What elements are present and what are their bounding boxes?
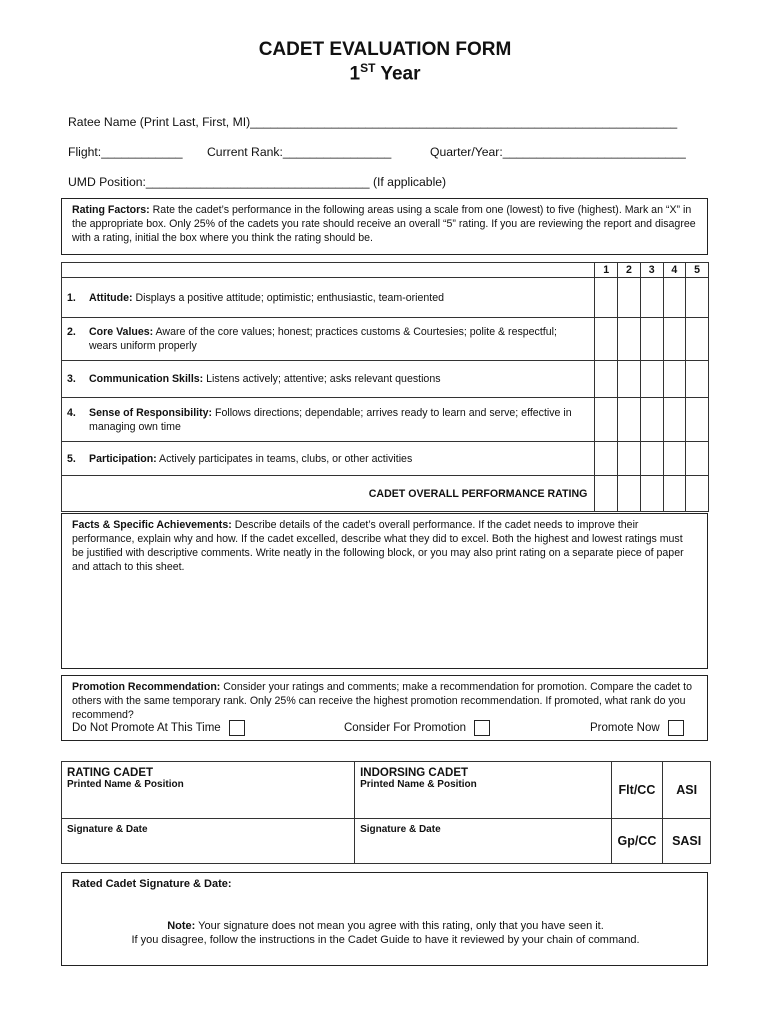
item-number: 3. (67, 373, 76, 385)
option-label: Consider For Promotion (344, 722, 467, 735)
participation-box-3[interactable] (640, 442, 663, 476)
attitude-box-2[interactable] (618, 278, 641, 318)
table-row (62, 361, 709, 398)
scale-5: 5 (686, 263, 709, 278)
participation-box-4[interactable] (663, 442, 686, 476)
rating-table (61, 262, 709, 512)
current-rank-field[interactable]: Current Rank:________________ (207, 145, 392, 159)
rating-cadet-header: RATING CADET (62, 762, 355, 779)
participation-box-1[interactable] (595, 442, 618, 476)
scale-3: 3 (640, 263, 663, 278)
rating-printed-name[interactable]: Printed Name & Position (62, 779, 355, 819)
indorsing-cadet-header: INDORSING CADET (355, 762, 612, 779)
year-word: Year (380, 63, 421, 85)
rating-factors-label: Rating Factors: (72, 204, 150, 216)
year-superscript: ST (360, 61, 376, 75)
attitude-box-3[interactable] (640, 278, 663, 318)
table-row (62, 278, 709, 318)
rating-header-blank (62, 263, 595, 278)
communication-cell (62, 361, 595, 398)
participation-box-5[interactable] (686, 442, 709, 476)
communication-box-3[interactable] (640, 361, 663, 398)
responsibility-box-5[interactable] (686, 398, 709, 442)
participation-box-2[interactable] (618, 442, 641, 476)
option-label: Do Not Promote At This Time (72, 722, 221, 735)
overall-box-5[interactable] (686, 476, 709, 512)
indorsing-printed-name[interactable]: Printed Name & Position (355, 779, 612, 819)
table-row (62, 318, 709, 361)
note-line-2: If you disagree, follow the instructions in the Cadet Guide to have it reviewed by your chain of command. (131, 934, 640, 946)
checkbox-icon[interactable] (229, 720, 245, 736)
option-promote-now[interactable] (590, 720, 684, 736)
signature-row (62, 819, 711, 864)
communication-box-2[interactable] (618, 361, 641, 398)
core-values-box-4[interactable] (663, 318, 686, 361)
rating-signature-date[interactable]: Signature & Date (62, 819, 355, 864)
indorsing-signature-date[interactable]: Signature & Date (355, 819, 612, 864)
table-row (62, 398, 709, 442)
responsibility-box-1[interactable] (595, 398, 618, 442)
overall-box-2[interactable] (618, 476, 641, 512)
communication-box-5[interactable] (686, 361, 709, 398)
core-values-box-2[interactable] (618, 318, 641, 361)
item-label: Core Values: (89, 326, 154, 338)
attitude-cell (62, 278, 595, 318)
promotion-text: Consider your ratings and comments; make a recommendation for promotion. Compare the cadet to others with the same temporary rank. Only 25% can receive the highest promotion recommendation. If promoted, what rank do you recommend? (72, 681, 692, 721)
item-label: Participation: (89, 452, 157, 465)
item-label: Sense of Responsibility: (89, 406, 213, 419)
rating-factors-text: Rate the cadet’s performance in the following areas using a scale from one (lowest) to five (highest). Mark an “X” in the appropriate box. Only 25% of the cadets you rate should receive an overall “5” rating. If you are reviewing the report and disagree with a rating, initial the box where you think the rating should be. (72, 204, 696, 244)
sasi-label: SASI (663, 819, 711, 864)
communication-box-4[interactable] (663, 361, 686, 398)
core-values-cell (62, 318, 595, 361)
item-text: Aware of the core values; honest; practices customs & Courtesies; polite & respectful; wears uniform properly (89, 326, 557, 352)
attitude-box-4[interactable] (663, 278, 686, 318)
item-label: Communication Skills: (89, 373, 204, 385)
option-do-not-promote[interactable] (72, 720, 245, 736)
scale-1: 1 (595, 263, 618, 278)
overall-box-1[interactable] (595, 476, 618, 512)
promotion-paragraph (62, 676, 707, 722)
rating-factors-box (61, 198, 708, 255)
ratee-name-field[interactable]: Ratee Name (Print Last, First, MI)_______________________________________________________________ (68, 115, 678, 129)
option-label: Promote Now (590, 722, 660, 735)
checkbox-icon[interactable] (474, 720, 490, 736)
form-title: CADET EVALUATION FORM (258, 39, 512, 60)
promotion-box (61, 675, 708, 741)
item-label: Attitude: (89, 291, 133, 304)
item-text: Displays a positive attitude; optimistic; enthusiastic, team-oriented (132, 291, 445, 304)
core-values-box-3[interactable] (640, 318, 663, 361)
item-text: Follows directions; dependable; arrives ready to learn and serve; effective in managing own time (89, 406, 572, 433)
facts-label: Facts & Specific Achievements: (72, 519, 232, 531)
facts-text: Describe details of the cadet’s overall performance. If the cadet needs to improve their performance, explain why and how. If the cadet excelled, describe what they did to excel. Both the highest and lowest ratings must be justified with descriptive comments. Write neatly in the following block, or you may also print rating on a separate piece of paper and attach to this sheet. (72, 519, 684, 573)
item-number: 2. (67, 326, 76, 338)
responsibility-box-4[interactable] (663, 398, 686, 442)
gp-cc-label: Gp/CC (611, 819, 663, 864)
responsibility-cell (62, 398, 595, 442)
asi-label: ASI (663, 762, 711, 819)
overall-box-3[interactable] (640, 476, 663, 512)
overall-row (62, 476, 709, 512)
table-row (62, 442, 709, 476)
item-number: 5. (67, 452, 76, 465)
scale-4: 4 (663, 263, 686, 278)
item-number: 4. (67, 406, 76, 419)
promotion-label: Promotion Recommendation: (72, 681, 221, 693)
form-year (0, 61, 770, 85)
flight-field[interactable]: Flight:____________ (68, 145, 183, 159)
attitude-box-5[interactable] (686, 278, 709, 318)
rating-header-row (62, 263, 709, 278)
responsibility-box-3[interactable] (640, 398, 663, 442)
flt-cc-label: Flt/CC (611, 762, 663, 819)
communication-box-1[interactable] (595, 361, 618, 398)
core-values-box-1[interactable] (595, 318, 618, 361)
item-number: 1. (67, 291, 76, 304)
scale-2: 2 (618, 263, 641, 278)
rated-cadet-box[interactable] (61, 872, 708, 966)
rated-cadet-label: Rated Cadet Signature & Date: (72, 878, 232, 890)
item-text: Listens actively; attentive; asks relevant questions (203, 373, 441, 385)
note-line-1 (62, 919, 709, 933)
signature-table (61, 761, 711, 864)
umd-position-field[interactable]: UMD Position:_________________________________ (If applicable) (68, 175, 447, 189)
facts-box[interactable] (61, 513, 708, 669)
checkbox-icon[interactable] (668, 720, 684, 736)
quarter-year-field[interactable]: Quarter/Year:___________________________ (430, 145, 686, 159)
core-values-box-5[interactable] (686, 318, 709, 361)
signature-header-row (62, 762, 711, 779)
overall-label: CADET OVERALL PERFORMANCE RATING (62, 476, 595, 512)
attitude-box-1[interactable] (595, 278, 618, 318)
note-label: Note: (167, 920, 196, 932)
responsibility-box-2[interactable] (618, 398, 641, 442)
participation-cell (62, 442, 595, 476)
option-consider-promotion[interactable] (344, 720, 490, 736)
year-number: 1 (349, 63, 361, 85)
overall-box-4[interactable] (663, 476, 686, 512)
note-text: Your signature does not mean you agree with this rating, only that you have seen it. (195, 920, 604, 932)
item-text: Actively participates in teams, clubs, or other activities (156, 452, 413, 465)
